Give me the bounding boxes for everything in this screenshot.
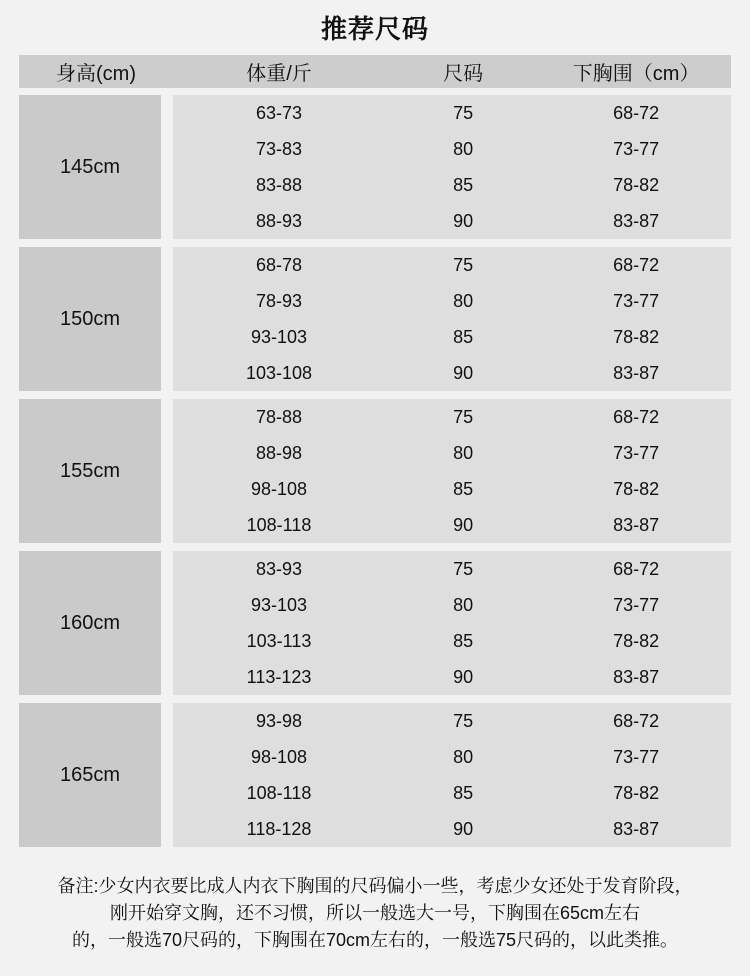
- height-group-150: [19, 247, 731, 391]
- note-line: 刚开始穿文胸，还不习惯，所以一般选大一号，下胸围在65cm左右: [109, 903, 640, 923]
- underbust-cell: 73-77: [613, 594, 660, 615]
- table-header-right: [173, 57, 731, 86]
- size-cell: 90: [453, 818, 474, 839]
- weight-cell: 78-93: [255, 290, 303, 311]
- size-cell: 80: [453, 290, 474, 311]
- table-row: [173, 203, 731, 239]
- table-row: [173, 703, 731, 739]
- underbust-cell: 73-77: [613, 442, 660, 463]
- underbust-cell: 83-87: [613, 210, 660, 231]
- group-rows: [173, 703, 731, 847]
- weight-cell: 83-93: [255, 558, 303, 579]
- height-group-cell: 150cm: [19, 247, 161, 391]
- weight-cell: 68-78: [255, 254, 303, 275]
- size-cell: 80: [453, 442, 474, 463]
- height-group-cell: 160cm: [19, 551, 161, 695]
- table-row: [173, 551, 731, 587]
- table-row: [173, 131, 731, 167]
- table-row: [173, 95, 731, 131]
- underbust-cell: 68-72: [613, 406, 660, 427]
- table-row: [173, 319, 731, 355]
- group-rows: [173, 399, 731, 543]
- weight-cell: 98-108: [250, 478, 308, 499]
- underbust-cell: 83-87: [613, 666, 660, 687]
- weight-cell: 98-108: [250, 746, 308, 767]
- table-row: [173, 471, 731, 507]
- size-cell: 75: [453, 558, 474, 579]
- weight-cell: 103-113: [246, 630, 312, 651]
- group-rows: [173, 551, 731, 695]
- size-cell: 85: [453, 630, 474, 651]
- size-cell: 85: [453, 782, 474, 803]
- underbust-cell: 78-82: [613, 326, 660, 347]
- size-cell: 85: [453, 174, 474, 195]
- header-weight: 体重/斤: [246, 63, 312, 85]
- weight-cell: 78-88: [255, 406, 303, 427]
- height-group-160: [19, 551, 731, 695]
- table-row: [173, 167, 731, 203]
- underbust-cell: 83-87: [613, 818, 660, 839]
- size-cell: 80: [453, 138, 474, 159]
- table-row: [173, 355, 731, 391]
- note-line: 的，一般选70尺码的，下胸围在70cm左右的，一般选75尺码的，以此类推。: [71, 930, 679, 950]
- table-body: [19, 95, 731, 847]
- height-group-155: [19, 399, 731, 543]
- weight-cell: 108-118: [246, 782, 312, 803]
- table-row: [173, 775, 731, 811]
- table-header-row: [19, 55, 731, 88]
- title-bar: [0, 0, 750, 55]
- weight-cell: 73-83: [255, 138, 303, 159]
- size-cell: 80: [453, 594, 474, 615]
- table-row: [173, 247, 731, 283]
- size-cell: 85: [453, 326, 474, 347]
- size-cell: 80: [453, 746, 474, 767]
- underbust-cell: 78-82: [613, 478, 660, 499]
- height-group-cell: 145cm: [19, 95, 161, 239]
- height-group-165: [19, 703, 731, 847]
- table-row: [173, 739, 731, 775]
- underbust-cell: 78-82: [613, 174, 660, 195]
- note: [25, 873, 725, 954]
- size-cell: 75: [453, 406, 474, 427]
- underbust-cell: 83-87: [613, 514, 660, 535]
- group-rows: [173, 247, 731, 391]
- size-cell: 85: [453, 478, 474, 499]
- table-row: [173, 623, 731, 659]
- header-size: 尺码: [443, 63, 484, 85]
- underbust-cell: 78-82: [613, 630, 660, 651]
- note-line: 备注:少女内衣要比成人内衣下胸围的尺码偏小一些，考虑少女还处于发育阶段，: [57, 876, 693, 896]
- header-height: 身高(cm): [56, 63, 136, 85]
- underbust-cell: 68-72: [613, 254, 660, 275]
- size-cell: 90: [453, 362, 474, 383]
- table-row: [173, 399, 731, 435]
- table-row: [173, 659, 731, 695]
- height-group-cell: 165cm: [19, 703, 161, 847]
- weight-cell: 88-93: [255, 210, 303, 231]
- group-rows: [173, 95, 731, 239]
- table-row: [173, 507, 731, 543]
- weight-cell: 113-123: [246, 666, 312, 687]
- size-cell: 90: [453, 666, 474, 687]
- weight-cell: 93-98: [255, 710, 303, 731]
- weight-cell: 103-108: [245, 362, 313, 383]
- weight-cell: 83-88: [255, 174, 303, 195]
- underbust-cell: 73-77: [613, 138, 660, 159]
- underbust-cell: 68-72: [613, 102, 660, 123]
- underbust-cell: 68-72: [613, 710, 660, 731]
- page-title: 推荐尺码: [320, 14, 429, 44]
- height-group-cell: 155cm: [19, 399, 161, 543]
- height-group-145: [19, 95, 731, 239]
- table-row: [173, 587, 731, 623]
- weight-cell: 108-118: [246, 514, 312, 535]
- size-cell: 75: [453, 254, 474, 275]
- size-table: [19, 55, 731, 847]
- size-cell: 75: [453, 102, 474, 123]
- underbust-cell: 78-82: [613, 782, 660, 803]
- table-row: [173, 435, 731, 471]
- underbust-cell: 68-72: [613, 558, 660, 579]
- size-cell: 90: [453, 210, 474, 231]
- underbust-cell: 83-87: [613, 362, 660, 383]
- weight-cell: 88-98: [255, 442, 303, 463]
- underbust-cell: 73-77: [613, 746, 660, 767]
- underbust-cell: 73-77: [613, 290, 660, 311]
- weight-cell: 93-103: [250, 326, 308, 347]
- size-cell: 90: [453, 514, 474, 535]
- size-cell: 75: [453, 710, 474, 731]
- weight-cell: 93-103: [250, 594, 308, 615]
- table-row: [173, 811, 731, 847]
- weight-cell: 118-128: [246, 818, 312, 839]
- table-row: [173, 283, 731, 319]
- header-underbust: 下胸围（cm）: [572, 63, 700, 85]
- weight-cell: 63-73: [255, 102, 303, 123]
